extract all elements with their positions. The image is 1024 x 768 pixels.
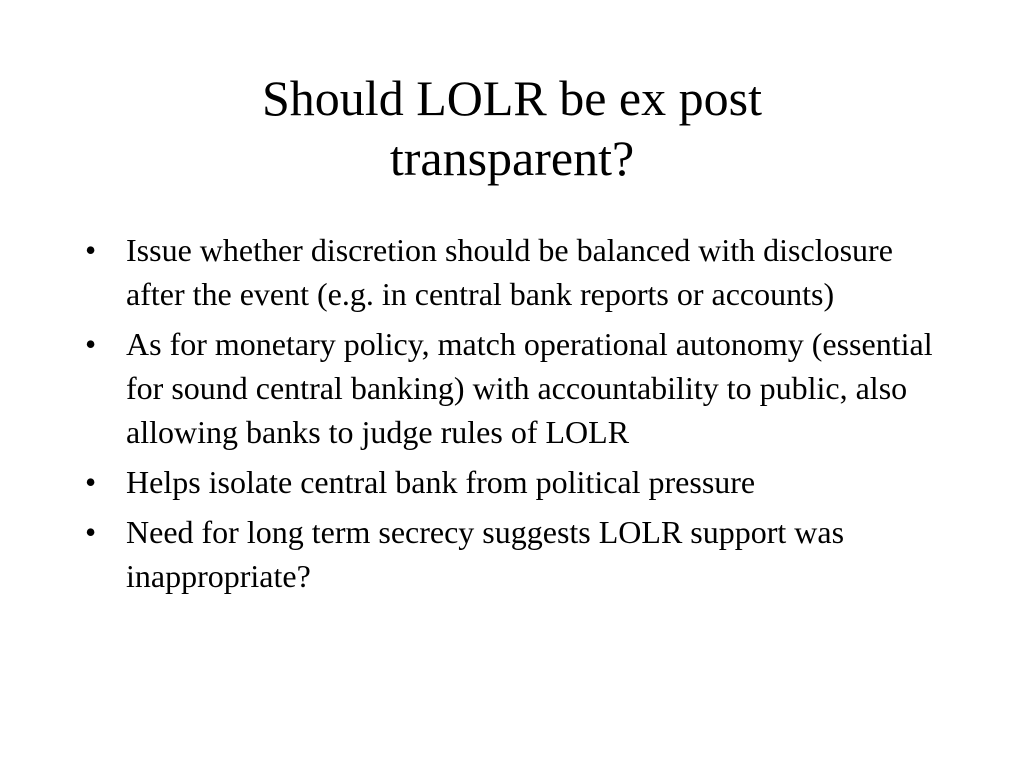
bullet-item: [85, 228, 945, 316]
slide-title-line-1: Should LOLR be ex post: [262, 70, 762, 126]
bullet-item: [85, 322, 945, 454]
slide-title: [112, 68, 912, 188]
bullet-text: Issue whether discretion should be balanced with disclosure after the event (e.g. in central bank reports or accounts): [126, 232, 893, 312]
bullet-icon: •: [85, 514, 97, 550]
bullet-item: [85, 460, 945, 504]
bullet-icon: •: [85, 326, 97, 362]
bullet-icon: •: [85, 232, 97, 268]
bullet-text: Helps isolate central bank from political pressure: [126, 464, 756, 500]
slide-title-line-2: transparent?: [389, 130, 635, 186]
bullet-item: [85, 510, 945, 598]
bullet-text: As for monetary policy, match operational autonomy (essential for sound central banking) with accountability to public, also allowing banks to judge rules of LOLR: [126, 326, 933, 450]
bullet-text: Need for long term secrecy suggests LOLR support was inappropriate?: [126, 514, 845, 594]
bullet-list: [85, 228, 945, 604]
bullet-icon: •: [85, 464, 97, 500]
